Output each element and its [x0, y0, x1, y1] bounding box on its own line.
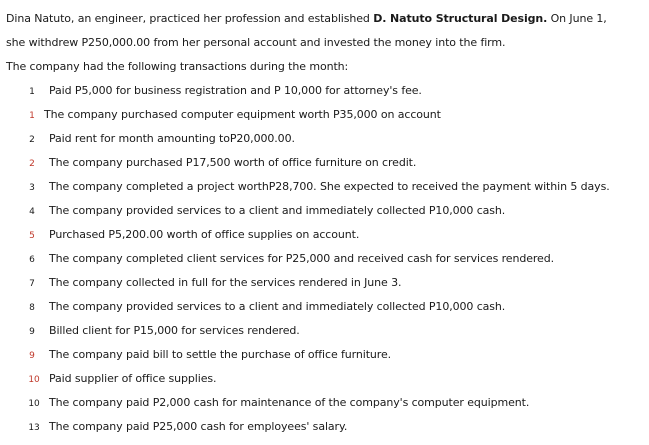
- transaction-day: 7: [29, 279, 35, 289]
- intro-date: On June 1,: [547, 12, 607, 25]
- transaction-description: The company provided services to a client and immediately collected P10,000 cash.: [49, 300, 506, 313]
- transaction-day: 2: [29, 135, 35, 145]
- transaction-day: 13: [28, 423, 40, 433]
- transaction-day: 4: [29, 207, 35, 217]
- transaction-description: Billed client for P15,000 for services rendered.: [49, 324, 300, 337]
- transaction-day: 9: [29, 327, 35, 337]
- transaction-row: [0, 108, 649, 122]
- intro-line-3: The company had the following transactions during the month:: [6, 60, 349, 73]
- intro-text: Dina Natuto, an engineer, practiced her profession and established: [6, 12, 374, 25]
- transaction-row: [0, 300, 649, 314]
- transaction-row: [0, 396, 649, 410]
- transaction-row: [0, 372, 649, 386]
- transaction-description: The company paid P2,000 cash for maintenance of the company's computer equipment.: [49, 396, 530, 409]
- transaction-description: The company paid bill to settle the purchase of office furniture.: [49, 348, 392, 361]
- transaction-row: [0, 180, 649, 194]
- transaction-day: 5: [29, 231, 35, 241]
- transaction-row: [0, 156, 649, 170]
- transaction-day: 6: [29, 255, 35, 265]
- transaction-description: The company paid P25,000 cash for employees' salary.: [49, 420, 348, 433]
- transaction-row: [0, 84, 649, 98]
- firm-name: D. Natuto Structural Design.: [373, 12, 548, 25]
- transaction-description: The company completed a project worthP28,700. She expected to received the payment within 5 days.: [49, 180, 610, 193]
- transaction-description: Paid supplier of office supplies.: [49, 372, 217, 385]
- transaction-row: [0, 228, 649, 242]
- transaction-row: [0, 276, 649, 290]
- transaction-description: The company collected in full for the services rendered in June 3.: [49, 276, 402, 289]
- transaction-row: [0, 420, 649, 434]
- transaction-day: 2: [29, 159, 35, 169]
- transaction-day: 3: [29, 183, 35, 193]
- transaction-description: Purchased P5,200.00 worth of office supplies on account.: [49, 228, 360, 241]
- transaction-row: [0, 132, 649, 146]
- transaction-description: The company purchased computer equipment worth P35,000 on account: [44, 108, 441, 121]
- transaction-day: 10: [28, 399, 40, 409]
- transaction-row: [0, 252, 649, 266]
- transaction-description: The company purchased P17,500 worth of office furniture on credit.: [49, 156, 417, 169]
- transaction-description: Paid rent for month amounting toP20,000.00.: [49, 132, 295, 145]
- transaction-row: [0, 348, 649, 362]
- transaction-day: 10: [28, 375, 40, 385]
- transaction-day: 1: [29, 111, 35, 121]
- intro-line-1: [6, 12, 607, 26]
- transaction-day: 8: [29, 303, 35, 313]
- transaction-description: Paid P5,000 for business registration and P 10,000 for attorney's fee.: [49, 84, 422, 97]
- transaction-description: The company provided services to a client and immediately collected P10,000 cash.: [49, 204, 506, 217]
- transaction-row: [0, 324, 649, 338]
- transaction-day: 9: [29, 351, 35, 361]
- transaction-day: 1: [29, 87, 35, 97]
- transaction-description: The company completed client services for P25,000 and received cash for services rendered.: [49, 252, 554, 265]
- transaction-row: [0, 204, 649, 218]
- intro-line-2: she withdrew P250,000.00 from her personal account and invested the money into the firm.: [6, 36, 506, 49]
